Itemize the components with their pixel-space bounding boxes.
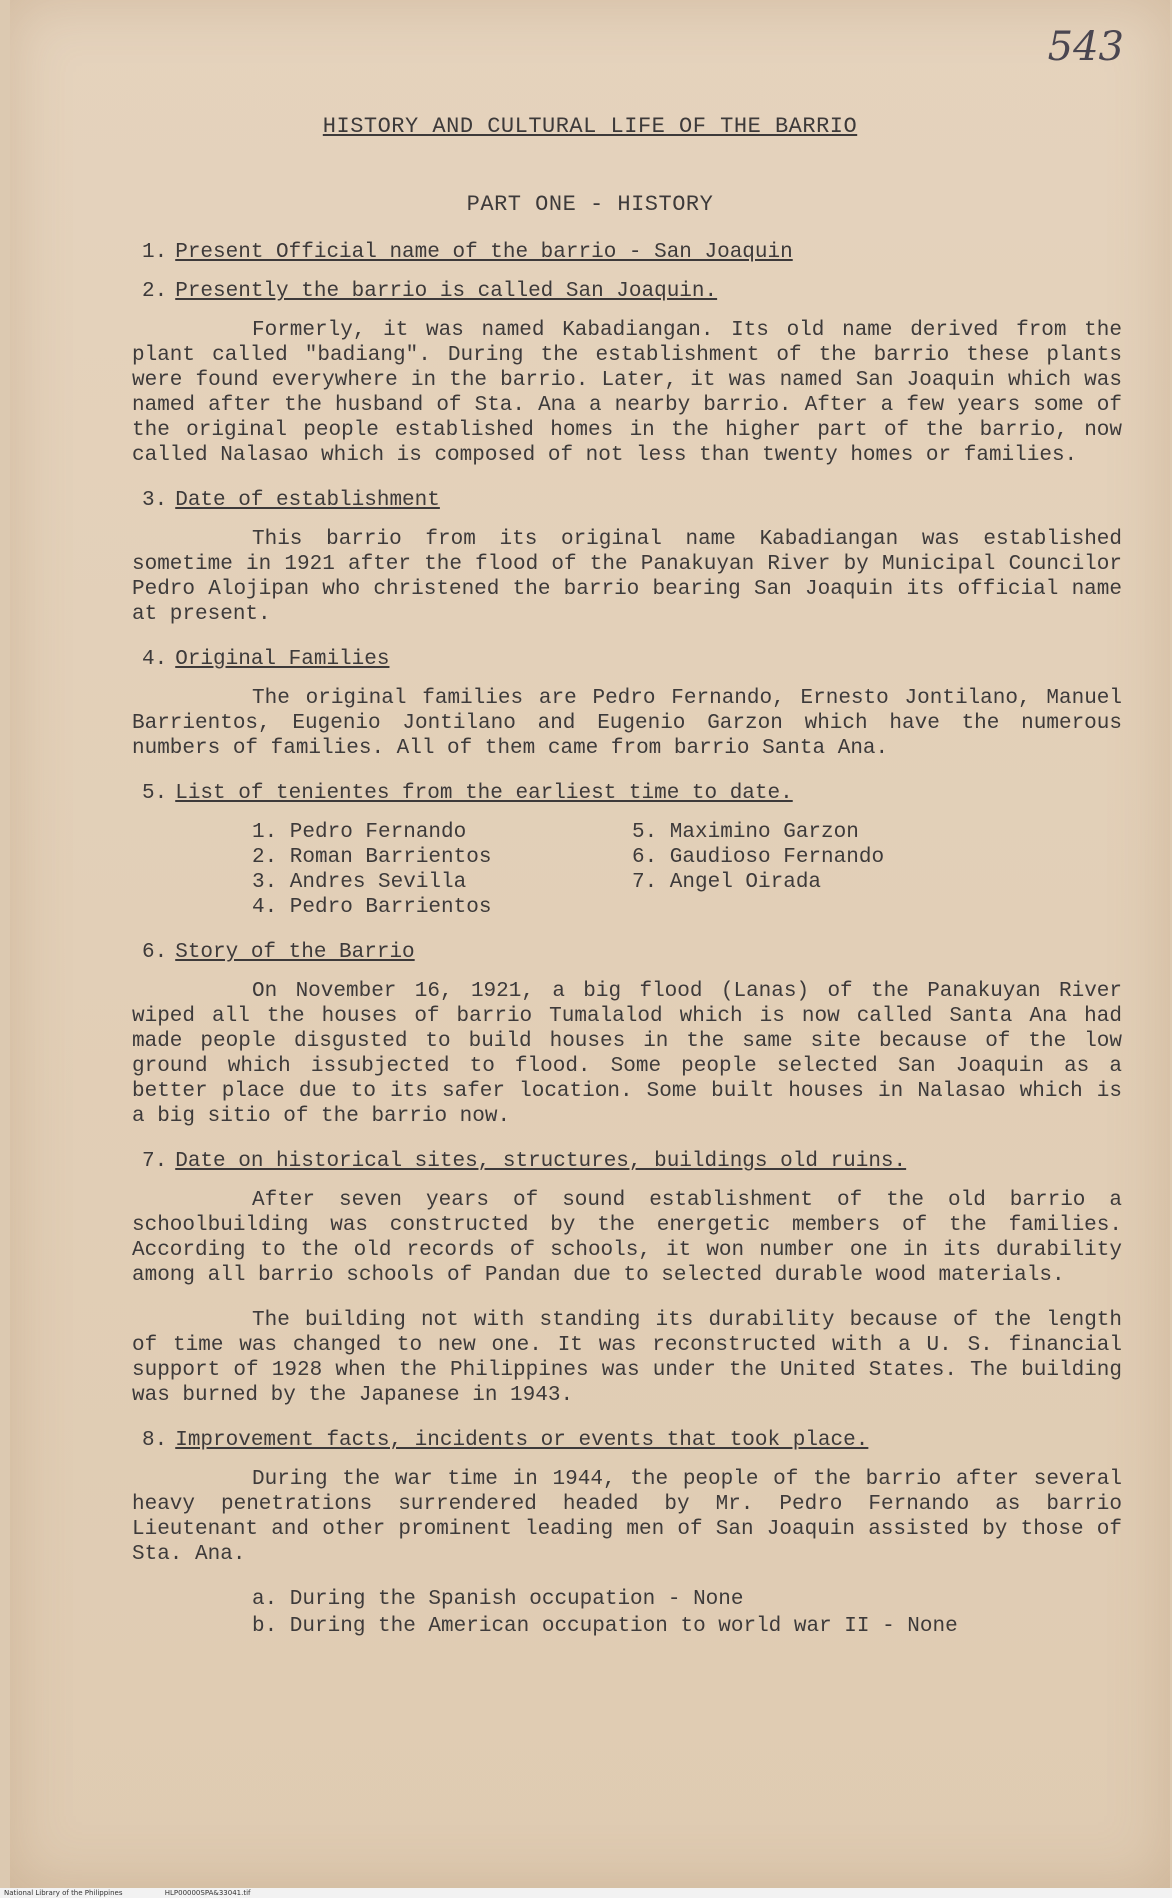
section-heading: 3. Date of establishment [142,489,440,512]
document-page [10,0,1170,1888]
list-item: 3. Andres Sevilla [252,871,467,894]
document-body [132,240,1122,1641]
tenientes-list [252,820,1122,920]
tenientes-list-left [252,820,632,920]
paragraph: On November 16, 1921, a big flood (Lanas) of the Panakuyan River wiped all the houses of barrio Tumalalod which is now called Santa Ana had made people disgusted to build houses in the same site because of the low ground which issubjected to flood. Some people selected San Joaquin as a better place due to its safer location. Some built houses in Nalasao which is a big sitio of the barrio now. [132,980,1122,1128]
paragraph: During the war time in 1944, the people of the barrio after several heavy penetrations surrendered headed by Mr. Pedro Fernando as barrio Lieutenant and other prominent leading men of San Joaquin assisted by those of Sta. Ana. [132,1468,1122,1566]
paragraph: This barrio from its original name Kabadiangan was established sometime in 1921 after the flood of the Panakuyan River by Municipal Councilor Pedro Alojipan who christened the barrio bearing San Joaquin its official name at present. [132,528,1122,626]
section-heading: 4. Original Families [142,648,390,671]
list-item: 4. Pedro Barrientos [252,896,492,919]
list-item: a. During the Spanish occupation - None [252,1588,744,1611]
document-title: HISTORY AND CULTURAL LIFE OF THE BARRIO [322,114,858,139]
page-number: 543 [1047,24,1124,70]
section-heading: 7. Date on historical sites, structures, buildings old ruins. [142,1150,907,1173]
section-heading: 6. Story of the Barrio [142,941,415,964]
file-name: HLP00000SPA&33041.tif [164,1889,251,1897]
section-heading: 5. List of tenientes from the earliest time to date. [142,782,793,805]
list-item: 7. Angel Oirada [632,871,822,894]
scan-footer [0,1888,1172,1898]
section-heading: 1. Present Official name of the barrio - San Joaquin [142,241,793,264]
paragraph: After seven years of sound establishment of the old barrio a schoolbuilding was constructed by the energetic members of the families. According to the old records of schools, it won number one in its durability among all barrio schools of Pandan due to selected durable wood materials. [132,1189,1122,1287]
occupation-list [252,1587,1122,1639]
list-item: b. During the American occupation to world war II - None [252,1615,958,1638]
paragraph: The building not with standing its durability because of the length of time was changed to new one. It was reconstructed with a U. S. financial support of 1928 when the Philippines was under the United States. The building was burned by the Japanese in 1943. [132,1309,1122,1407]
paragraph: Formerly, it was named Kabadiangan. Its old name derived from the plant called "badiang". During the establishment of the barrio these plants were found everywhere in the barrio. Later, it was named San Joaquin which was named after the husband of Sta. Ana a nearby barrio. After a few years some of the original people established homes in the higher part of the barrio, now called Nalasao which is composed of not less than twenty homes or families. [132,319,1122,467]
paragraph: The original families are Pedro Fernando, Ernesto Jontilano, Manuel Barrientos, Eugenio Jontilano and Eugenio Garzon which have the numerous numbers of families. All of them came from barrio Santa Ana. [132,687,1122,760]
list-item: 6. Gaudioso Fernando [632,846,885,869]
list-item: 5. Maximino Garzon [632,821,859,844]
section-heading: 2. Presently the barrio is called San Joaquin. [142,280,718,303]
section-heading: 8. Improvement facts, incidents or events that took place. [142,1429,869,1452]
tenientes-list-right [632,820,1012,920]
list-item: 2. Roman Barrientos [252,846,492,869]
library-credit: National Library of the Philippines [4,1889,123,1897]
list-item: 1. Pedro Fernando [252,821,467,844]
part-title: PART ONE - HISTORY [466,192,714,217]
